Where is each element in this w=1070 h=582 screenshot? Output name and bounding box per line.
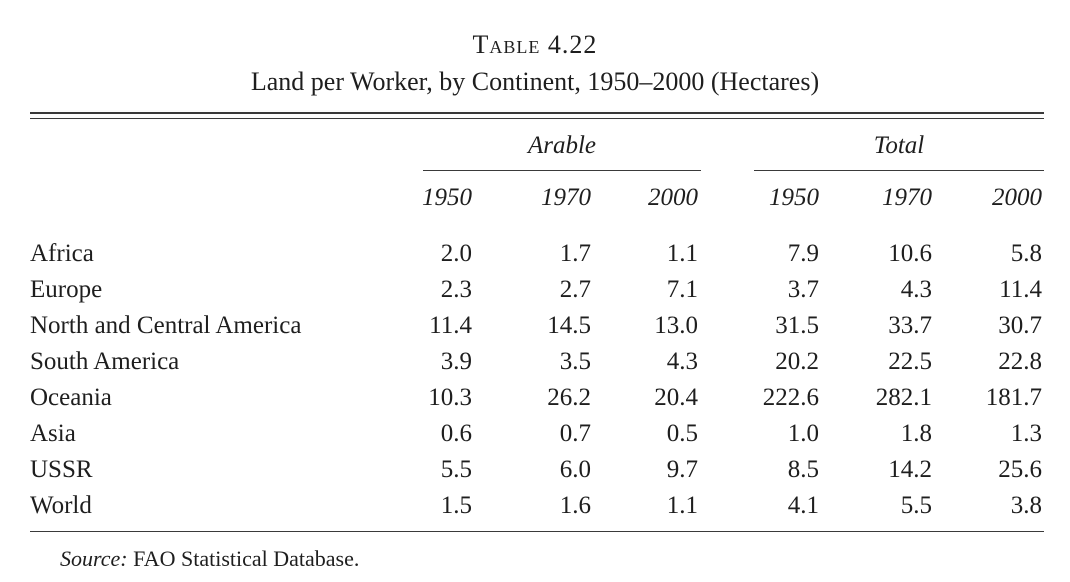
cell-total-1970: 14.2 [888, 456, 932, 483]
cell-total-1950: 3.7 [787, 276, 819, 303]
cell-total-1950: 4.1 [787, 492, 819, 519]
cell-arable-2000: 9.7 [666, 456, 698, 483]
cell-total-1950: 1.0 [787, 420, 819, 447]
cell-total-1950: 8.5 [787, 456, 819, 483]
cell-total-1970: 10.6 [888, 240, 932, 267]
cell-total-1970: 5.5 [900, 492, 932, 519]
group-header-arable: Arable [527, 132, 597, 159]
bottom-rule [30, 531, 1044, 532]
cell-total-2000: 22.8 [998, 348, 1042, 375]
cell-arable-1950: 10.3 [428, 384, 472, 411]
source-note [60, 544, 359, 574]
row-label: World [30, 492, 92, 519]
cell-total-1950: 222.6 [762, 384, 819, 411]
table-caption-label: Table 4.22 [472, 30, 598, 59]
table-body [0, 236, 1070, 524]
top-double-rule-upper [30, 112, 1044, 114]
cell-arable-2000: 4.3 [666, 348, 698, 375]
cell-arable-2000: 1.1 [666, 492, 698, 519]
column-header-arable-2000: 2000 [648, 184, 698, 211]
column-header-arable-1970: 1970 [541, 184, 591, 211]
cell-arable-2000: 13.0 [654, 312, 698, 339]
cell-total-1950: 7.9 [787, 240, 819, 267]
table-title: Land per Worker, by Continent, 1950–2000 (Hectares) [250, 67, 820, 96]
cell-total-1970: 4.3 [900, 276, 932, 303]
cell-total-2000: 1.3 [1010, 420, 1042, 447]
source-text: FAO Statistical Database. [133, 546, 360, 571]
cell-total-2000: 11.4 [999, 276, 1042, 303]
table-row [0, 488, 1070, 524]
column-header-total-1970: 1970 [882, 184, 932, 211]
cell-total-2000: 30.7 [998, 312, 1042, 339]
cell-arable-1950: 11.4 [429, 312, 472, 339]
cell-total-2000: 5.8 [1010, 240, 1042, 267]
column-header-arable-1950: 1950 [422, 184, 472, 211]
arable-group-rule [423, 170, 701, 171]
source-label: Source: [60, 546, 128, 571]
cell-arable-2000: 7.1 [666, 276, 698, 303]
cell-arable-1950: 1.5 [440, 492, 472, 519]
row-label: South America [30, 348, 180, 375]
cell-total-1970: 33.7 [888, 312, 932, 339]
cell-arable-1970: 2.7 [559, 276, 591, 303]
table-row [0, 344, 1070, 380]
cell-arable-2000: 20.4 [654, 384, 698, 411]
row-label: USSR [30, 456, 93, 483]
row-label: Asia [30, 420, 76, 447]
cell-arable-1970: 26.2 [547, 384, 591, 411]
row-label: North and Central America [30, 312, 302, 339]
cell-arable-1970: 3.5 [559, 348, 591, 375]
table-row [0, 272, 1070, 308]
table-row [0, 380, 1070, 416]
cell-arable-1970: 1.6 [559, 492, 591, 519]
cell-total-2000: 3.8 [1010, 492, 1042, 519]
cell-arable-1950: 0.6 [440, 420, 472, 447]
cell-arable-2000: 0.5 [666, 420, 698, 447]
cell-total-1970: 1.8 [900, 420, 932, 447]
cell-arable-1950: 2.3 [440, 276, 472, 303]
column-header-total-2000: 2000 [992, 184, 1042, 211]
cell-arable-1950: 5.5 [440, 456, 472, 483]
cell-total-1970: 282.1 [875, 384, 932, 411]
table-row [0, 416, 1070, 452]
total-group-rule [754, 170, 1044, 171]
table-row [0, 236, 1070, 272]
cell-arable-1950: 2.0 [440, 240, 472, 267]
column-header-total-1950: 1950 [769, 184, 819, 211]
cell-arable-2000: 1.1 [666, 240, 698, 267]
cell-arable-1970: 6.0 [559, 456, 591, 483]
cell-arable-1970: 14.5 [547, 312, 591, 339]
cell-arable-1950: 3.9 [440, 348, 472, 375]
row-label: Africa [30, 240, 94, 267]
top-double-rule-lower [30, 118, 1044, 119]
cell-total-1970: 22.5 [888, 348, 932, 375]
cell-total-1950: 20.2 [775, 348, 819, 375]
cell-arable-1970: 0.7 [559, 420, 591, 447]
row-label: Europe [30, 276, 103, 303]
row-label: Oceania [30, 384, 112, 411]
cell-arable-1970: 1.7 [559, 240, 591, 267]
table-row [0, 308, 1070, 344]
cell-total-2000: 181.7 [985, 384, 1042, 411]
group-header-total: Total [873, 132, 925, 159]
cell-total-2000: 25.6 [998, 456, 1042, 483]
cell-total-1950: 31.5 [775, 312, 819, 339]
table-row [0, 452, 1070, 488]
